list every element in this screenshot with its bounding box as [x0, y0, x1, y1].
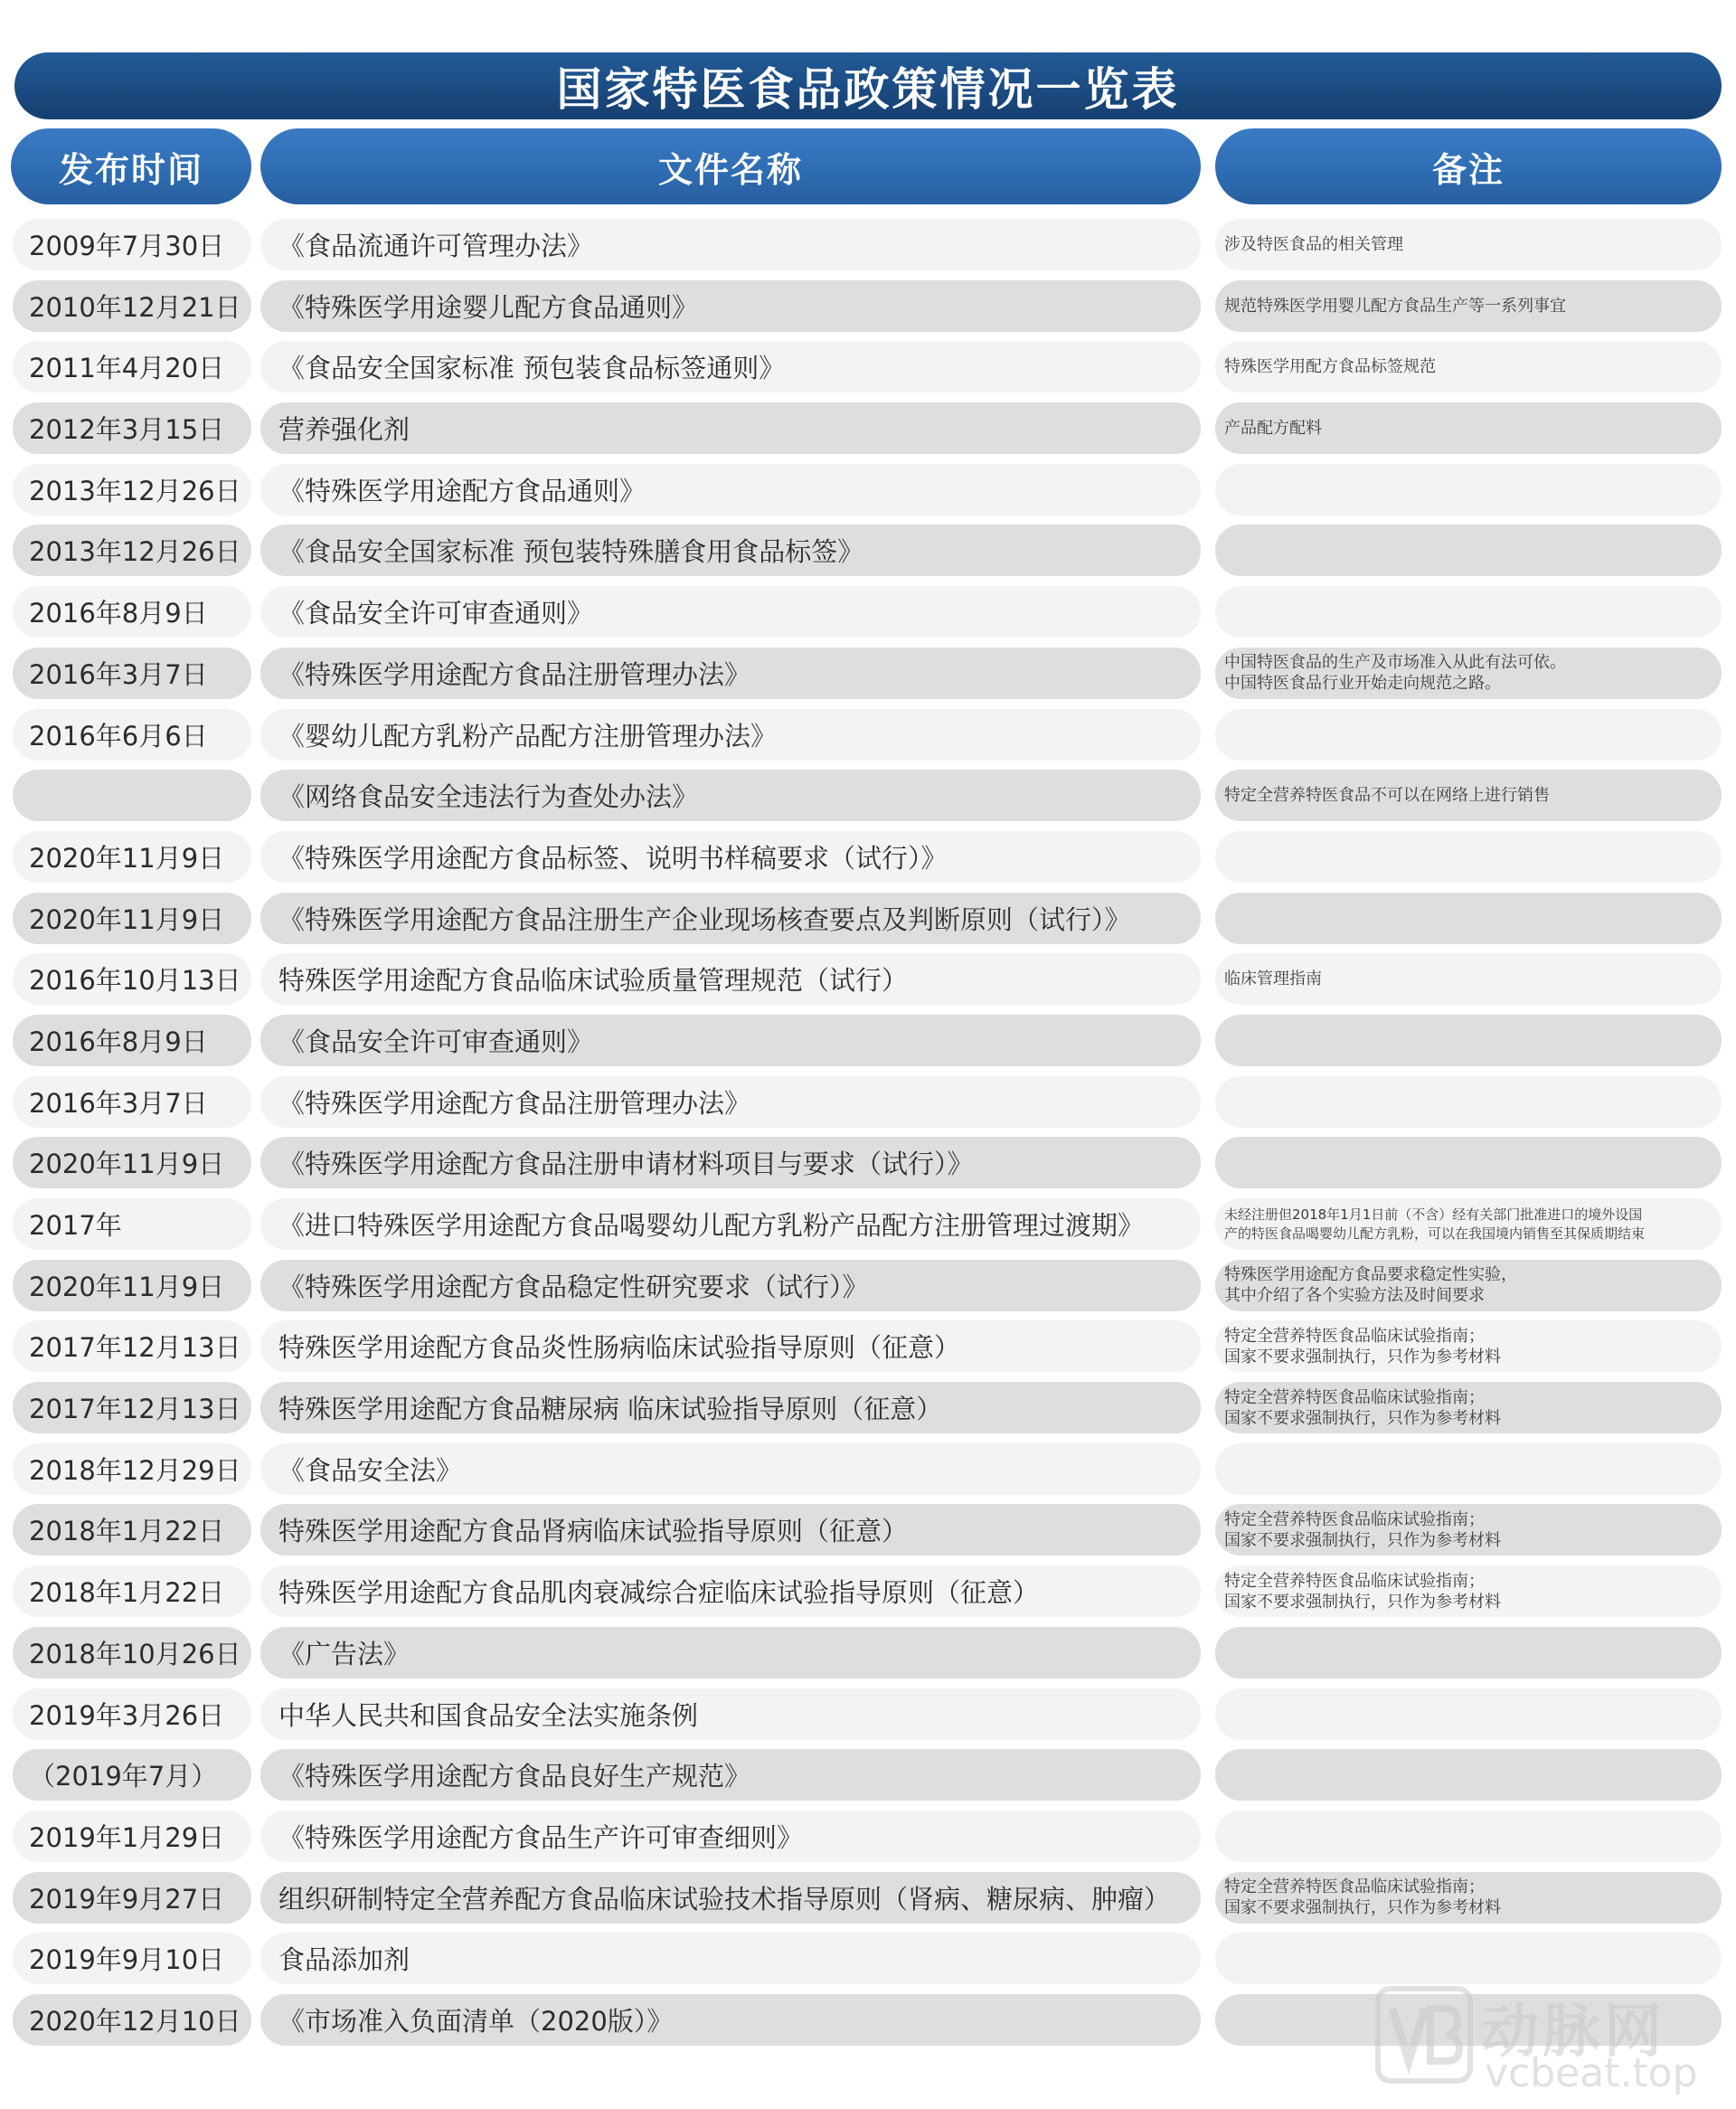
note-cell — [1215, 1443, 1722, 1495]
note-cell — [1215, 1382, 1722, 1433]
note-cell — [1215, 341, 1722, 392]
table-row — [0, 1745, 1736, 1806]
note-cell — [1215, 402, 1722, 454]
document-name-cell: 《特殊医学用途配方食品良好生产规范》 — [260, 1749, 1201, 1801]
document-name-cell: 《网络食品安全违法行为查处办法》 — [260, 770, 1201, 821]
policy-table — [0, 214, 1736, 2051]
document-name-cell: 《食品流通许可管理办法》 — [260, 219, 1201, 270]
note-cell — [1215, 1811, 1722, 1862]
date-cell: 2013年12月26日 — [13, 464, 251, 515]
note-cell — [1215, 1749, 1722, 1801]
note-text: 特定全营养特医食品不可以在网络上进行销售 — [1224, 786, 1550, 806]
table-row — [0, 888, 1736, 950]
note-text: 特定全营养特医食品临床试验指南； 国家不要求强制执行，只作为参考材料 — [1224, 1509, 1501, 1550]
document-name-cell: 中华人民共和国食品安全法实施条例 — [260, 1688, 1201, 1740]
table-row — [0, 214, 1736, 276]
document-name-cell: 特殊医学用途配方食品临床试验质量管理规范（试行） — [260, 953, 1201, 1005]
table-row — [0, 459, 1736, 521]
document-name-cell: 《特殊医学用途配方食品稳定性研究要求（试行）》 — [260, 1260, 1201, 1311]
document-name-cell: 《食品安全许可审查通则》 — [260, 586, 1201, 638]
note-text: 临床管理指南 — [1224, 969, 1322, 989]
note-text: 产品配方配料 — [1224, 419, 1322, 439]
note-text: 未经注册但2018年1月1日前（不含）经有关部门批准进口的境外设国 产的特医食品喝婴幼儿配方乳粉，可以在我国境内销售至其保质期结束 — [1224, 1206, 1646, 1242]
date-cell: 2020年11月9日 — [13, 831, 251, 883]
table-row — [0, 827, 1736, 888]
table-row — [0, 582, 1736, 643]
document-name-cell: 《特殊医学用途配方食品注册管理办法》 — [260, 648, 1201, 699]
note-text: 特定全营养特医食品临床试验指南； 国家不要求强制执行，只作为参考材料 — [1224, 1877, 1501, 1918]
date-cell: 2011年4月20日 — [13, 341, 251, 392]
table-row — [0, 1316, 1736, 1377]
table-row — [0, 1499, 1736, 1561]
date-cell: 2013年12月26日 — [13, 525, 251, 576]
note-cell — [1215, 1137, 1722, 1188]
document-name-cell: 《食品安全许可审查通则》 — [260, 1015, 1201, 1066]
date-cell: 2018年10月26日 — [13, 1627, 251, 1679]
date-cell — [13, 770, 251, 821]
date-cell: （2019年7月） — [13, 1749, 251, 1801]
date-cell: 2017年12月13日 — [13, 1382, 251, 1433]
vb-logo-icon — [1374, 1985, 1474, 2085]
date-cell: 2020年12月10日 — [13, 1994, 251, 2046]
note-text: 特殊医学用途配方食品要求稳定性实验， 其中介绍了各个实验方法及时间要求 — [1224, 1265, 1517, 1306]
table-row — [0, 1194, 1736, 1255]
table-row — [0, 1132, 1736, 1194]
date-cell: 2017年 — [13, 1198, 251, 1250]
note-cell — [1215, 1076, 1722, 1128]
date-cell: 2020年11月9日 — [13, 893, 251, 944]
table-row — [0, 1806, 1736, 1868]
document-name-cell: 《进口特殊医学用途配方食品喝婴幼儿配方乳粉产品配方注册管理过渡期》 — [260, 1198, 1201, 1250]
document-name-cell: 《特殊医学用途配方食品注册生产企业现场核查要点及判断原则（试行）》 — [260, 893, 1201, 944]
note-cell — [1215, 1565, 1722, 1617]
note-text: 特定全营养特医食品临床试验指南； 国家不要求强制执行，只作为参考材料 — [1224, 1571, 1501, 1612]
note-text: 特定全营养特医食品临床试验指南； 国家不要求强制执行，只作为参考材料 — [1224, 1387, 1501, 1428]
date-cell: 2019年9月27日 — [13, 1872, 251, 1924]
table-row — [0, 336, 1736, 398]
note-text: 特殊医学用配方食品标签规范 — [1224, 357, 1436, 377]
document-name-cell: 特殊医学用途配方食品糖尿病 临床试验指导原则（征意） — [260, 1382, 1201, 1433]
date-cell: 2018年12月29日 — [13, 1443, 251, 1495]
date-cell: 2018年1月22日 — [13, 1565, 251, 1617]
note-cell — [1215, 525, 1722, 576]
table-row — [0, 1868, 1736, 1929]
document-name-cell: 特殊医学用途配方食品炎性肠病临床试验指导原则（征意） — [260, 1320, 1201, 1372]
table-row — [0, 1255, 1736, 1317]
note-cell — [1215, 1627, 1722, 1679]
date-cell: 2016年8月9日 — [13, 586, 251, 638]
note-cell — [1215, 1260, 1722, 1311]
table-row — [0, 705, 1736, 766]
note-cell — [1215, 1872, 1722, 1924]
note-cell — [1215, 1504, 1722, 1556]
date-cell: 2017年12月13日 — [13, 1320, 251, 1372]
document-name-cell: 《特殊医学用途婴儿配方食品通则》 — [260, 280, 1201, 332]
date-cell: 2019年9月10日 — [13, 1933, 251, 1984]
note-cell — [1215, 586, 1722, 638]
document-name-cell: 组织研制特定全营养配方食品临床试验技术指导原则（肾病、糖尿病、肿瘤） — [260, 1872, 1201, 1924]
document-name-cell: 《特殊医学用途配方食品标签、说明书样稿要求（试行）》 — [260, 831, 1201, 883]
note-cell — [1215, 1688, 1722, 1740]
table-row — [0, 276, 1736, 337]
document-name-cell: 《特殊医学用途配方食品生产许可审查细则》 — [260, 1811, 1201, 1862]
note-cell — [1215, 953, 1722, 1005]
document-name-cell: 营养强化剂 — [260, 402, 1201, 454]
note-text: 规范特殊医学用婴儿配方食品生产等一系列事宜 — [1224, 296, 1566, 316]
document-name-cell: 《食品安全法》 — [260, 1443, 1201, 1495]
date-cell: 2019年3月26日 — [13, 1688, 251, 1740]
date-cell: 2018年1月22日 — [13, 1504, 251, 1556]
date-cell: 2016年3月7日 — [13, 648, 251, 699]
column-header-note: 备注 — [1215, 128, 1722, 204]
note-cell — [1215, 1933, 1722, 1984]
date-cell: 2016年10月13日 — [13, 953, 251, 1005]
document-name-cell: 《市场准入负面清单（2020版）》 — [260, 1994, 1201, 2046]
watermark-brand-cn: 动脉网 — [1481, 1999, 1665, 2066]
note-cell — [1215, 1320, 1722, 1372]
table-row — [0, 765, 1736, 827]
document-name-cell: 食品添加剂 — [260, 1933, 1201, 1984]
table-row — [0, 1561, 1736, 1622]
table-row — [0, 1622, 1736, 1684]
table-row — [0, 1010, 1736, 1072]
document-name-cell: 《食品安全国家标准 预包装食品标签通则》 — [260, 341, 1201, 392]
table-row — [0, 1439, 1736, 1500]
note-cell — [1215, 770, 1722, 821]
date-cell: 2009年7月30日 — [13, 219, 251, 270]
note-cell — [1215, 1198, 1722, 1250]
table-row — [0, 643, 1736, 705]
document-name-cell: 特殊医学用途配方食品肌肉衰减综合症临床试验指导原则（征意） — [260, 1565, 1201, 1617]
date-cell: 2010年12月21日 — [13, 280, 251, 332]
watermark-brand-en: vcbeat.top — [1485, 2050, 1698, 2096]
document-name-cell: 《特殊医学用途配方食品注册管理办法》 — [260, 1076, 1201, 1128]
date-cell: 2016年8月9日 — [13, 1015, 251, 1066]
note-text: 特定全营养特医食品临床试验指南； 国家不要求强制执行，只作为参考材料 — [1224, 1326, 1501, 1367]
column-header-name: 文件名称 — [260, 128, 1201, 204]
table-row — [0, 1377, 1736, 1439]
date-cell: 2016年3月7日 — [13, 1076, 251, 1128]
note-cell — [1215, 893, 1722, 944]
note-cell — [1215, 219, 1722, 270]
note-cell — [1215, 464, 1722, 515]
document-name-cell: 《特殊医学用途配方食品注册申请材料项目与要求（试行）》 — [260, 1137, 1201, 1188]
note-cell — [1215, 648, 1722, 699]
date-cell: 2019年1月29日 — [13, 1811, 251, 1862]
date-cell: 2020年11月9日 — [13, 1260, 251, 1311]
note-text: 涉及特医食品的相关管理 — [1224, 235, 1403, 254]
table-row — [0, 949, 1736, 1010]
page-title: 国家特医食品政策情况一览表 — [556, 63, 1180, 116]
title-banner — [14, 52, 1722, 119]
document-name-cell: 特殊医学用途配方食品肾病临床试验指导原则（征意） — [260, 1504, 1201, 1556]
note-text: 中国特医食品的生产及市场准入从此有法可依。 中国特医食品行业开始走向规范之路。 — [1224, 653, 1566, 694]
date-cell: 2012年3月15日 — [13, 402, 251, 454]
document-name-cell: 《婴幼儿配方乳粉产品配方注册管理办法》 — [260, 709, 1201, 761]
table-row — [0, 1684, 1736, 1745]
date-cell: 2020年11月9日 — [13, 1137, 251, 1188]
table-row — [0, 1072, 1736, 1133]
document-name-cell: 《广告法》 — [260, 1627, 1201, 1679]
watermark — [1374, 1985, 1727, 2103]
column-header-date: 发布时间 — [11, 128, 251, 204]
date-cell: 2016年6月6日 — [13, 709, 251, 761]
table-row — [0, 1928, 1736, 1990]
document-name-cell: 《特殊医学用途配方食品通则》 — [260, 464, 1201, 515]
table-row — [0, 520, 1736, 582]
note-cell — [1215, 280, 1722, 332]
note-cell — [1215, 831, 1722, 883]
note-cell — [1215, 1015, 1722, 1066]
document-name-cell: 《食品安全国家标准 预包装特殊膳食用食品标签》 — [260, 525, 1201, 576]
table-row — [0, 398, 1736, 459]
note-cell — [1215, 709, 1722, 761]
